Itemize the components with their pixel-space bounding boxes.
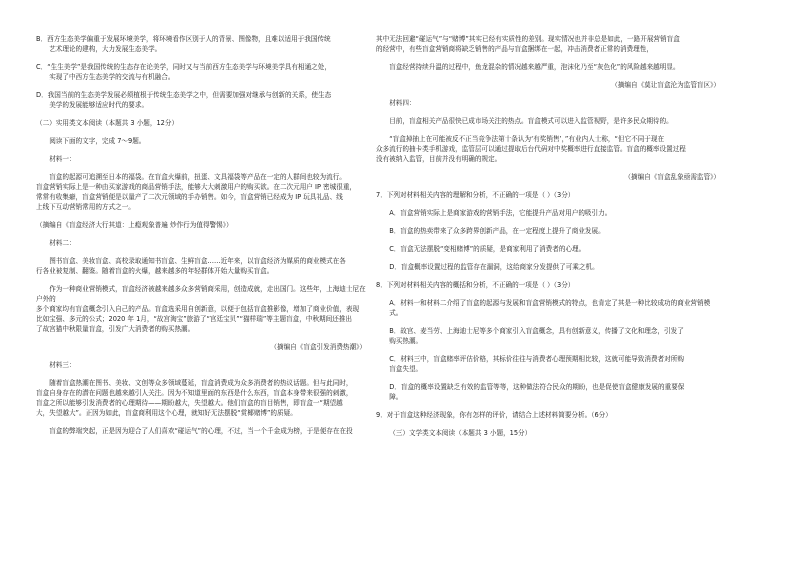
question-stem: 7．下列对材料相关内容的理解和分析，不正确的一项是（ ）（3分） [376, 191, 575, 199]
paragraph-line: 随着盲盒热潮在图书、美妆、文创等众多领域蔓延，盲盒消费成为众多消费者的热议话题。但与此同时， [49, 379, 353, 387]
answer-option: D．盲盒的概率设置缺乏有效的监管等等，这种做法符合民众的期盼，也是促使盲盒健康发展的重要保 [389, 383, 685, 391]
source-note: （摘编自《盲盒引发消费热潮》） [270, 343, 366, 351]
answer-option: 式。 [389, 309, 403, 317]
paragraph-line: 常常有收集癖，盲盒营销便是以量产了二次元领域的手办销售。如今，盲盒营销已经成为 IP 玩具礼品、线 [36, 193, 343, 201]
material-title: 材料一： [49, 155, 76, 163]
paragraph-line: 盲盒的起源可追溯至日本的福袋。在盲盒火爆前，扭蛋、文具福袋等产品在一定的人群间也较为流行。 [49, 173, 346, 181]
paragraph-line: 上线下互动营销常用的方式之一。 [36, 203, 135, 211]
option-d-line: 美学的发展能够适应时代的要求。 [49, 101, 149, 109]
paragraph-line: 行各业被复制、翻鉴。随着盲盒的火爆，越来越多的年轻群体开始大量购买盲盒。 [36, 267, 274, 275]
right-column [376, 34, 720, 446]
question-stem: 9．对于盲盒这种经济现象，你有怎样的评价，请结合上述材料简要分析。（6分） [376, 411, 612, 419]
option-b-line: B．西方生态美学偏重于发展环境美学，将环境看作区别于人的背景、图像物，且难以适用于我国传统 [36, 35, 331, 43]
paragraph-line: 比如宝强、多元的公式；2020 年 1月，“故宫淘宝”旅游了“宫廷宝贝”“猫样瑞”等主题盲盒，中秋期间还推出 [36, 315, 353, 323]
paragraph-line: “盲盒掉抽上在可能被反不正当竞争法第十条认为‘有奖销售’，”有业内人士称，“但它不同于现在 [389, 135, 665, 143]
answer-option: C．材料三中，盲盒赌率评估价格，其标价往往与消费者心理预期相比较，这就可能导致消费者对所购 [389, 355, 684, 363]
paragraph-line: 大，失望越大”。正因为如此，盲盒商利用这个心理，就知好无法摆脱“赏椰赌博”的质疑。 [36, 409, 297, 417]
paragraph-line: 盲盒经营持续升温的过程中，鱼龙混杂的情况越来越严重，泡沫化乃至“灰色化”的风险越来越明显。 [389, 63, 680, 71]
answer-option: D．盲盒概率设置过程的监管存在漏洞，这给商家分发提供了可乘之机。 [389, 263, 599, 271]
option-c-line: C．“生生美学”是我国传统的生态存在论美学，同时又与当前西方生态美学与环境美学具有相通之处， [36, 63, 331, 71]
paragraph-line: 多个商家均有盲盒概念引入自己的产品。盲盒选采用自创新意，以便于包括盲盒推影像，增加了商业价值，表现 [36, 305, 360, 313]
paragraph-line: 众多流行的抽卡类手机游戏，监管层可以通过提取后台代码对中奖概率进行直接监管。盲盒的概率设置过程 [376, 145, 686, 153]
instruction: 阅读下面的文字，完成 7～9题。 [49, 137, 146, 145]
paragraph-line: 了故宫猫中秋限量盲盒，引发广大消费者的购买热潮。 [36, 325, 195, 333]
option-c-line: 实现了中西方生态美学的交流与有机融合。 [49, 73, 175, 81]
paragraph-line: 图书盲盒、美妆盲盒、高校录取通知书盲盒、生鲜盲盒……近年来，以盲盒经济为媒质的商业模式在各 [49, 257, 346, 265]
answer-option: B．故宫、麦当劳、上海迪士尼等多个商家引入盲盒概念，具有创新意义，传播了文化和理念，引发了 [389, 327, 684, 335]
left-column [36, 34, 366, 444]
source-note: （摘编自《莫让盲盒沦为监管盲区》） [611, 81, 720, 89]
option-b-line: 艺术理论的建构，大力发展生态美学。 [49, 45, 162, 53]
answer-option: 障。 [389, 393, 403, 401]
answer-option: A．材料一和材料二介绍了盲盒的起源与发展和盲盒营销模式的特点，也肯定了其是一种比较成功的商业营销模 [389, 299, 711, 307]
section-heading: （三）文学类文本阅读（本题共 3 小题，15分） [389, 429, 532, 437]
paragraph-line: 没有被纳入监管，目前并没有明确的规定。 [376, 155, 502, 163]
material-title: 材料四： [389, 99, 416, 107]
section-heading: （二）实用类文本阅读（本题共 3 小题，12分） [36, 119, 179, 127]
source-note: （摘编自《盲盒经济大行其道：上瘾观象普遍 炒作行为值得警惕》） [36, 221, 233, 229]
answer-option: C．盲盒无法摆脱“变相赌博”的质疑，是商家利用了消费者的心理。 [389, 245, 586, 253]
question-stem: 8．下列对材料相关内容的概括和分析，不正确的一项是（ ）（3分） [376, 281, 575, 289]
option-d-line: D．我国当前的生态美学发展必须植根于传统生态美学之中，但需要加强对继承与创新的关系，使生态 [36, 91, 332, 99]
answer-option: B．盲盒的热卖带来了众多跨界创新产品，在一定程度上提升了商业发展。 [389, 227, 605, 235]
paragraph-line: 作为一种商业营销模式，盲盒经济被越来越多众多营销商采用，创造成就，走出国门。这些年，上海迪士尼在户外的 [36, 285, 366, 303]
paragraph-line: 盲盒营销实际上是一种由买家游戏的商品营销手法，能够大大刺激用户的购买欲。在二次元用户 IP 密城很重， [36, 183, 357, 191]
material-title: 材料二： [49, 239, 76, 247]
paragraph-line: 目前，盲盒相关产品很快已成市场关注的热点。盲盒模式可以进入监管视野，是许多民众期待的。 [389, 117, 673, 125]
paragraph-line: 的经营中，有些盲盒营销商将缺乏销售的产品与盲盒捆绑在一起，冲击消费者正常的消费理性， [376, 45, 653, 53]
source-note: （摘编自《盲盒乱象亟需监管》） [624, 173, 720, 181]
answer-option: 盲盒失望。 [389, 365, 423, 373]
answer-option: 购买热潮。 [389, 337, 423, 345]
paragraph-line: 盲盒的弊端突起，正是因为迎合了人们喜欢“碰运气”的心理，不过，当一个千金成为榜，于是便存在在投 [49, 427, 353, 435]
answer-option: A．盲盒营销实际上是商家游戏的营销手法，它能提升产品对用户的吸引力。 [389, 209, 612, 217]
paragraph-line: 盲盒之所以能够引发消费者的心理期待——期盼越大，失望越大。他们盲盒的盲目销售，即盲盒一“期望越 [36, 399, 343, 407]
paragraph-line: 其中无法回避“碰运气”与“赌博”其实已经有实质性的差别。现实情况也并非总是如此，一路开展营销盲盒 [376, 35, 680, 43]
paragraph-line: 盲盒自身存在的潜在问题也越来越引人关注。因为不知道里面的东西是什么东西，盲盒本身带来很强的刺激， [36, 389, 353, 397]
material-title: 材料三： [49, 361, 76, 369]
